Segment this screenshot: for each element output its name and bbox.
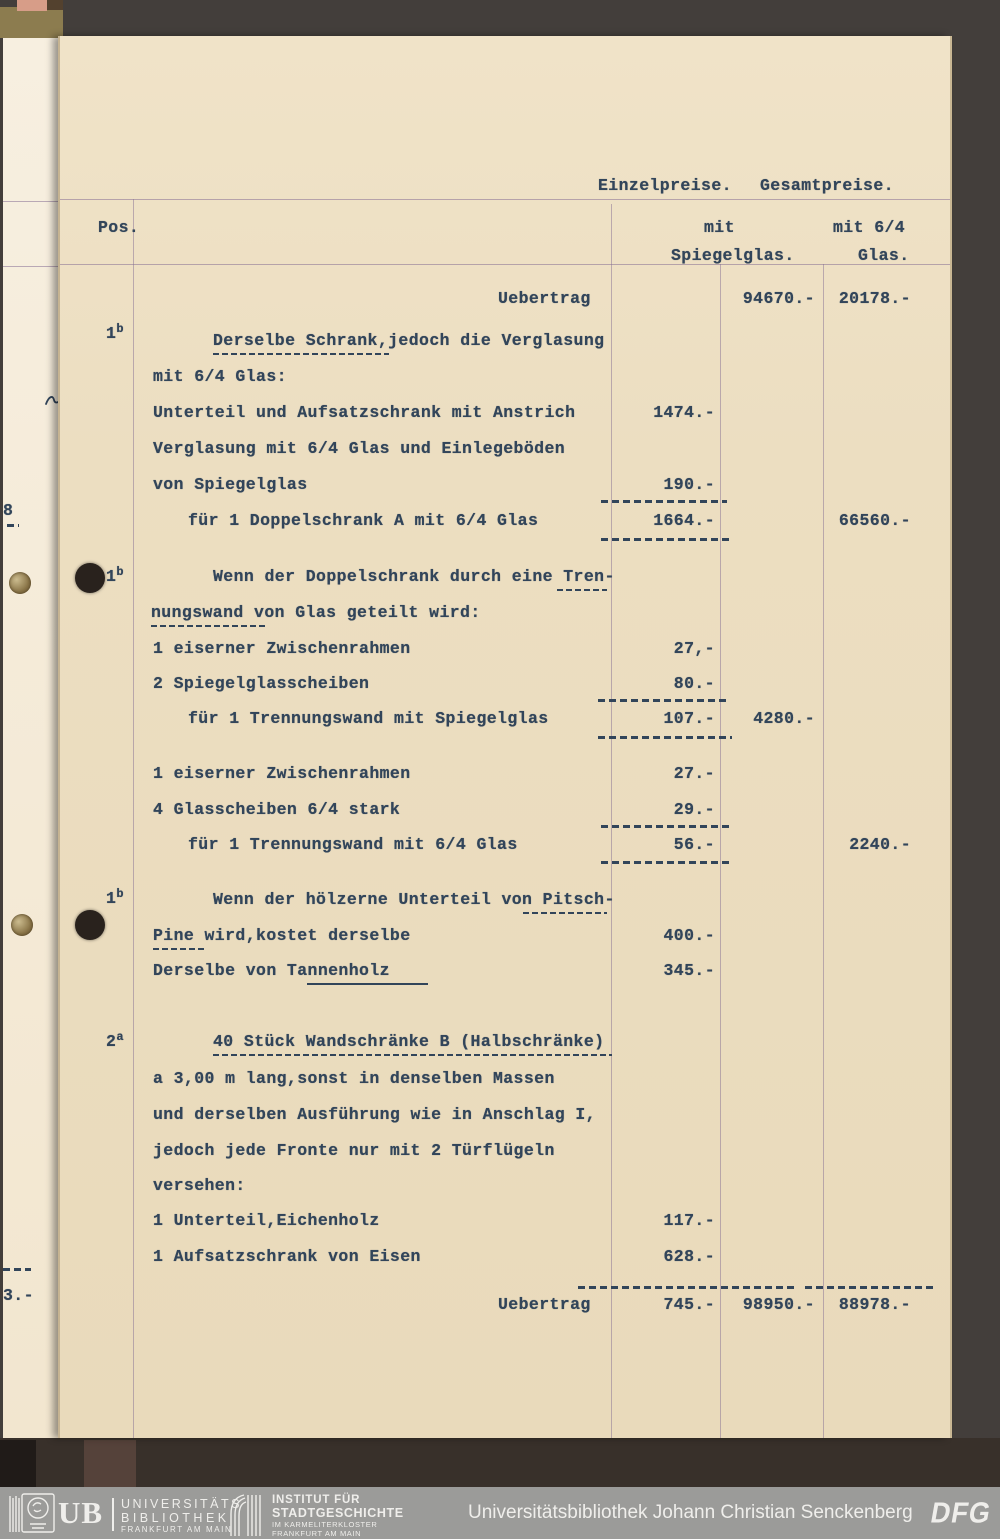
typed-underline xyxy=(557,589,607,591)
typed-underline xyxy=(153,948,205,950)
row-label: 2 Spiegelglasscheiben xyxy=(153,674,370,693)
typed-underline xyxy=(523,912,607,914)
book-spine-edge xyxy=(84,1440,136,1487)
price-einzel: 27.- xyxy=(673,764,715,783)
subtotal-dashes xyxy=(601,538,733,541)
header-mit-glas: mit 6/4 xyxy=(833,218,906,237)
subtotal-dashes xyxy=(601,500,727,503)
library-credit-text: Universitätsbibliothek Johann Christian Senckenberg xyxy=(468,1502,913,1523)
row-label: nungswand von Glas geteilt wird: xyxy=(151,603,481,622)
pos-label: 1$^b$ xyxy=(106,565,124,586)
rule-line xyxy=(3,266,58,267)
price-einzel: 1664.- xyxy=(653,511,715,530)
row-label: 40 Stück Wandschränke B (Halbschränke) xyxy=(213,1032,605,1051)
rule-line xyxy=(133,199,134,1438)
price-glas64: 66560.- xyxy=(838,511,911,530)
price-einzel: 117.- xyxy=(663,1211,715,1230)
ub-emblem-icon xyxy=(8,1492,56,1534)
header-spiegelglas: Spiegelglas. xyxy=(671,246,795,265)
row-label: Wenn der hölzerne Unterteil von Pitsch- xyxy=(213,890,615,909)
punch-hole xyxy=(11,914,33,936)
subtotal-dashes xyxy=(601,861,731,864)
price-einzel: 190.- xyxy=(663,475,715,494)
price-glas64: 88978.- xyxy=(838,1295,911,1314)
row-label: a 3,00 m lang,sonst in denselben Massen xyxy=(153,1069,555,1088)
typed-underline xyxy=(151,625,267,627)
punch-hole xyxy=(75,563,105,593)
row-label: 1 eiserner Zwischenrahmen xyxy=(153,639,411,658)
subtotal-dashes xyxy=(601,825,731,828)
rule-line xyxy=(720,264,721,1438)
header-gesamtpreise: Gesamtpreise. xyxy=(760,176,894,195)
price-einzel: 107.- xyxy=(663,709,715,728)
price-spiegelglas: 94670.- xyxy=(742,289,815,308)
dfg-logo: DFG xyxy=(928,1496,994,1530)
price-einzel: 400.- xyxy=(663,926,715,945)
shadow-corner xyxy=(0,1440,36,1487)
row-label: 1 eiserner Zwischenrahmen xyxy=(153,764,411,783)
stadtgeschichte-arch-icon xyxy=(228,1490,264,1536)
row-label: mit 6/4 Glas: xyxy=(153,367,287,386)
row-label: Pine wird,kostet derselbe xyxy=(153,926,411,945)
table-shadow xyxy=(0,1438,1000,1487)
row-label: 1 Unterteil,Eichenholz xyxy=(153,1211,380,1230)
row-label: 1 Aufsatzschrank von Eisen xyxy=(153,1247,421,1266)
typed-underline xyxy=(307,983,428,985)
row-label: Derselbe Schrank,jedoch die Verglasung xyxy=(213,331,605,350)
price-einzel: 56.- xyxy=(673,835,715,854)
price-spiegelglas: 4280.- xyxy=(753,709,815,728)
row-label: versehen: xyxy=(153,1176,246,1195)
institut-line4: FRANKFURT AM MAIN xyxy=(272,1529,362,1538)
row-label: Unterteil und Aufsatzschrank mit Anstrich xyxy=(153,403,576,422)
row-label: von Spiegelglas xyxy=(153,475,308,494)
header-pos: Pos. xyxy=(98,218,140,237)
row-label: Uebertrag xyxy=(498,289,591,308)
row-label: für 1 Trennungswand mit Spiegelglas xyxy=(188,709,549,728)
price-einzel: 345.- xyxy=(663,961,715,980)
typed-underline xyxy=(213,353,389,355)
header-mit-spiegelglas: mit xyxy=(704,218,735,237)
typed-underline xyxy=(213,1054,612,1056)
pos-label: 1$^b$ xyxy=(106,322,124,343)
row-label: für 1 Doppelschrank A mit 6/4 Glas xyxy=(188,511,539,530)
price-einzel: 628.- xyxy=(663,1247,715,1266)
margin-dashes xyxy=(3,1268,31,1271)
rule-line xyxy=(60,199,950,200)
pos-label: 2$^a$ xyxy=(106,1030,124,1051)
row-label: Verglasung mit 6/4 Glas und Einlegeböden xyxy=(153,439,566,458)
row-label: jedoch jede Fronte nur mit 2 Türflügeln xyxy=(153,1141,555,1160)
ub-line2: BIBLIOTHEK xyxy=(121,1511,230,1525)
ub-line3: FRANKFURT AM MAIN xyxy=(121,1525,233,1534)
price-einzel: 27,- xyxy=(673,639,715,658)
institut-line3: IM KARMELITERKLOSTER xyxy=(272,1520,378,1529)
margin-mark xyxy=(7,524,19,527)
ub-line1: UNIVERSITÄTS xyxy=(121,1497,242,1511)
rule-line xyxy=(3,201,58,202)
price-spiegelglas: 98950.- xyxy=(742,1295,815,1314)
margin-fragment-top: 8 xyxy=(3,501,14,520)
price-einzel: 745.- xyxy=(663,1295,715,1314)
logo-divider xyxy=(112,1498,114,1531)
punch-hole xyxy=(9,572,31,594)
institut-line2: STADTGESCHICHTE xyxy=(272,1506,404,1520)
price-einzel: 1474.- xyxy=(653,403,715,422)
institut-line1: INSTITUT FÜR xyxy=(272,1494,361,1506)
rule-line xyxy=(60,264,950,265)
total-dashes xyxy=(805,1286,933,1289)
previous-page-edge xyxy=(3,38,58,1438)
price-einzel: 29.- xyxy=(673,800,715,819)
binding-tab-pink xyxy=(17,0,47,11)
total-dashes xyxy=(578,1286,795,1289)
header-einzelpreise: Einzelpreise. xyxy=(598,176,732,195)
row-label: Wenn der Doppelschrank durch eine Tren- xyxy=(213,567,615,586)
row-label: und derselben Ausführung wie in Anschlag I, xyxy=(153,1105,596,1124)
row-label: Derselbe von Tannenholz xyxy=(153,961,390,980)
subtotal-dashes xyxy=(598,736,732,739)
pos-label: 1$^b$ xyxy=(106,887,124,908)
library-footer-bar xyxy=(0,1487,1000,1539)
header-glas: Glas. xyxy=(858,246,910,265)
margin-fragment-bottom: 3.- xyxy=(3,1286,34,1305)
row-label: 4 Glasscheiben 6/4 stark xyxy=(153,800,401,819)
subtotal-dashes xyxy=(598,699,728,702)
row-label: für 1 Trennungswand mit 6/4 Glas xyxy=(188,835,518,854)
price-einzel: 80.- xyxy=(673,674,715,693)
binding-tab-olive xyxy=(0,7,63,38)
price-glas64: 20178.- xyxy=(838,289,911,308)
punch-hole xyxy=(75,910,105,940)
document-page xyxy=(58,36,950,1438)
row-label: Uebertrag xyxy=(498,1295,591,1314)
ub-abbr: UB xyxy=(58,1495,104,1530)
price-glas64: 2240.- xyxy=(849,835,911,854)
